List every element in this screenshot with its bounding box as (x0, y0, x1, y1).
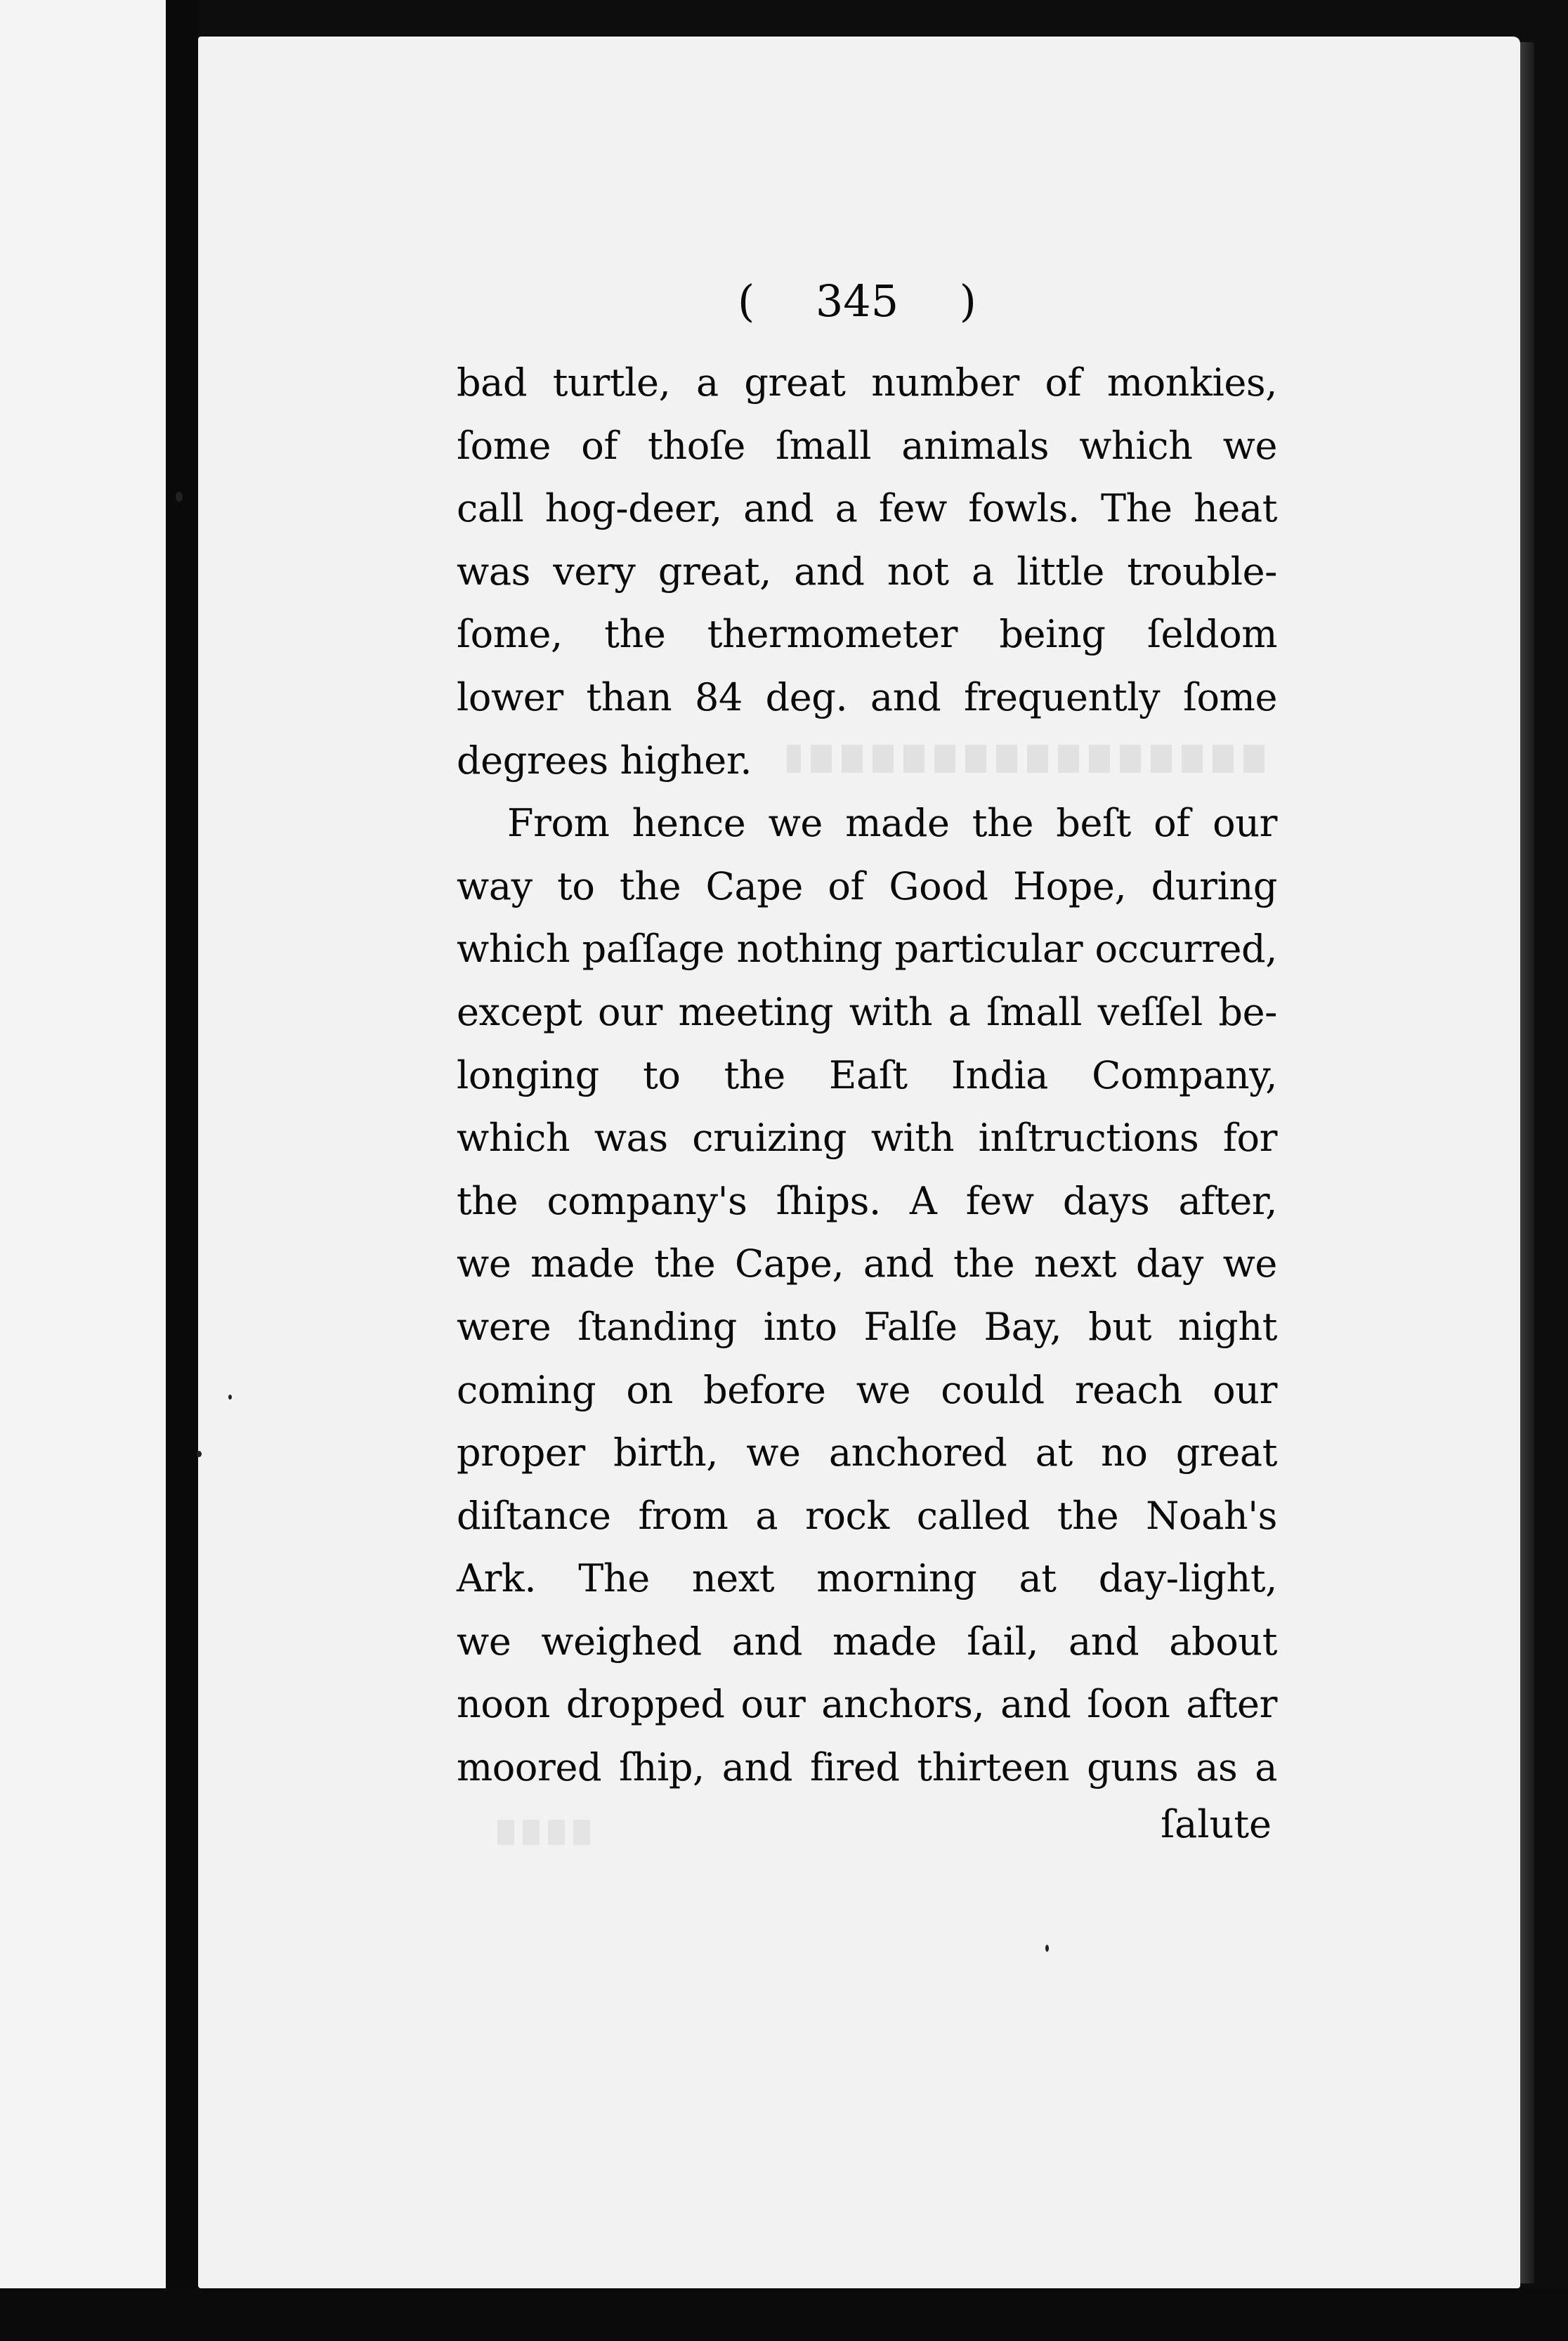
text-line: were ſtanding into Falſe Bay, but night (457, 1304, 1277, 1349)
binding-gutter (166, 0, 198, 2341)
text-line: the company's ſhips. A few days after, (457, 1178, 1277, 1223)
body-text (457, 351, 1277, 1799)
show-through (492, 1820, 590, 1845)
text-line: lower than 84 deg. and frequently ſome (457, 674, 1277, 719)
text-line: was very great, and not a little trouble- (457, 549, 1277, 594)
ink-speck (176, 492, 183, 502)
facing-page (0, 0, 166, 2297)
text-line: bad turtle, a great number of monkies, (457, 360, 1277, 405)
text-line: which was cruizing with inſtructions for (457, 1116, 1277, 1161)
text-line: call hog-deer, and a few fowls. The heat (457, 486, 1277, 531)
text-line: longing to the Eaſt India Company, (457, 1052, 1277, 1097)
text-line: we weighed and made ſail, and about (457, 1619, 1277, 1664)
text-line: we made the Cape, and the next day we (457, 1241, 1277, 1286)
open-paren: ( (738, 275, 755, 327)
text-line: proper birth, we anchored at no great (457, 1430, 1277, 1475)
page-number: 345 (815, 275, 899, 327)
text-line: coming on before we could reach our (457, 1367, 1277, 1412)
text-line: From hence we made the beſt of our (507, 801, 1277, 846)
text-line: moored ſhip, and fired thirteen guns as a (457, 1745, 1277, 1790)
text-line: degrees higher. (457, 738, 752, 783)
text-line: diſtance from a rock called the Noah's (457, 1493, 1277, 1538)
text-line: except our meeting with a ſmall veſſel be- (457, 989, 1277, 1034)
page-header (738, 275, 976, 327)
ink-speck (228, 1395, 232, 1400)
text-line: Ark. The next morning at day-light, (457, 1556, 1277, 1601)
page-edge (1520, 42, 1534, 2283)
text-line: ſome, the thermometer being ſeldom (457, 612, 1277, 657)
text-line: way to the Cape of Good Hope, during (457, 863, 1277, 908)
scan-border (0, 2288, 1568, 2341)
ink-speck (197, 1451, 202, 1457)
catchword: ſalute (1161, 1802, 1272, 1846)
text-line: which paſſage nothing particular occurred, (457, 927, 1277, 972)
text-line: ſome of thoſe ſmall animals which we (457, 423, 1277, 468)
close-paren: ) (959, 275, 976, 327)
text-line: noon dropped our anchors, and ſoon after (457, 1682, 1277, 1727)
ink-speck (1045, 1945, 1049, 1952)
